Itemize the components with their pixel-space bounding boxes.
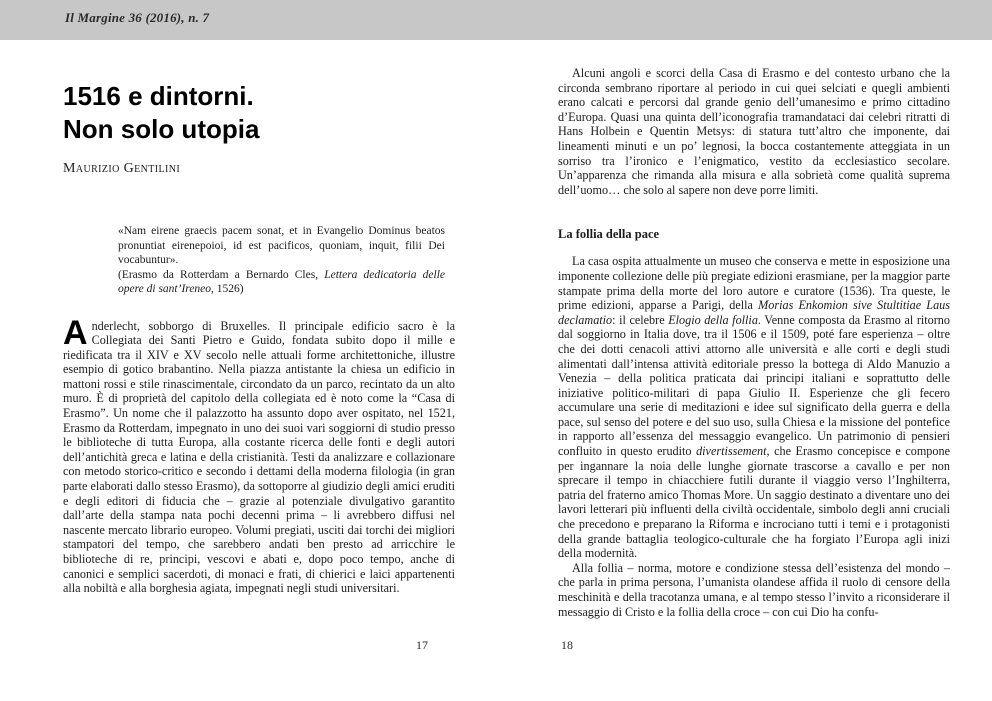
right-page [558,40,950,619]
paragraph-elogio-follia: La casa ospita attualmente un museo che conserva e mette in esposizione una imponente collezione delle più pregiate edizioni erasmiane, per la maggior parte stampate prima della morte del loro autore e curatore (1536). Tra queste, le prime edizioni, apparse a Parigi, della Morias Enkomion sive Stultitiae Laus declamatio: il celebre Elogio della follia. Venne composta da Erasmo al ritorno dal soggiorno in Italia dove, tra il 1506 e il 1509, poté fare esperienza – oltre che dei dotti cenacoli attivi attorno alle università e alle corti e degli studi alimentati dall’intensa attività editoriale presso la bottega di Aldo Manuzio a Venezia – della politica praticata dai principi italiani e soprattutto delle iniziative politico-militari di papa Giulio II. Esperienze che gli fecero accumulare una serie di meditazioni e idee sul significato della guerra e della pace, sul senso del potere e del suo uso, sulla Chiesa e la missione del pontefice in rapporto all’essenza del messaggio evangelico. Un patrimonio di pensieri confluito in questo erudito divertissement, che Erasmo concepisce e compone per ingannare la noia delle lunghe giornate trascorse a cavallo e per non sprecare il tempo in chiacchiere futili durante il viaggio verso l’Inghilterra, patria del fraterno amico Thomas More. Un saggio destinato a diventare uno dei lavori letterari più influenti della civiltà occidentale, simbolo degli anni cruciali che precedono e preparano la Riforma e incrociano tutti i temi e i protagonisti della grande battaglia teologico-culturale che ha forgiato l’Europa agli inizi della modernità. [558,254,951,561]
paragraph-casa-erasmo: Alcuni angoli e scorci della Casa di Erasmo e del contesto urbano che la circonda sembrano riportare al periodo in cui quei selciati e quegli ambienti erano calcati e percorsi dal grande genio dell’umanesimo e primo cittadino d’Europa. Quasi una quinta dell’iconografia tramandataci dai celebri ritratti di Hans Holbein e Quentin Metsys: di statura tutt’altro che imponente, dai lineamenti minuti e un po’ legnosi, la bocca costantemente atteggiata in un sorriso tra l’ironico e l’enigmatico, vestito da ecclesiastico secolare. Un’apparenza che rimanda alla misura e alla sobrietà come qualità suprema dell’uomo… che solo al sapere non deve porre limiti. [558,66,950,197]
header-band [0,0,992,40]
page-number-left: 17 [416,638,428,652]
page-number-right: 18 [561,638,573,652]
section-heading: La follia della pace [558,227,660,242]
article-title-line-2: Non solo utopia [63,114,260,144]
article-title-line-1: 1516 e dintorni. [63,81,254,111]
article-author: Maurizio Gentilini [63,161,181,176]
article-title [63,80,455,146]
epigraph [118,224,445,297]
left-page [63,40,455,596]
lead-paragraph-text: nderlecht, sobborgo di Bruxelles. Il principale edificio sacro è la Collegiata dei Santi Pietro e Guido, fondata subito dopo il mille e riedificata tra il XIV e XV secolo nelle attuali forme architettoniche, illustre esempio di gotico brabantino. Nella piazza antistante la chiesa un edificio in mattoni rossi e stile rinascimentale, circondato da un parco, recintato da un alto muro. È di proprietà del capitolo della collegiata ed è noto come la “Casa di Erasmo”. Un nome che il palazzotto ha assunto dopo aver ospitato, nel 1521, Erasmo da Rotterdam, impegnato in uno dei suoi vari soggiorni di studio presso le biblioteche di tutta Europa, alla costante ricerca delle fonti e degli autori dell’antichità greca e latina e della cristianità. Testi da analizzare e collazionare con metodo storico-critico e secondo i dettami della moderna filologia (in gran parte elaborati dallo stesso Erasmo), da sottoporre al giudizio degli amici eruditi e degli editori di fiducia che – grazie al potenziale divulgativo garantito dall’arte della stampa nata pochi decenni prima – li avrebbero diffusi nel nascente mercato librario europeo. Volumi pregiati, usciti dai torchi dei migliori stampatori del tempo, che sarebbero andati ben presto ad arricchire le biblioteche di re, principi, vescovi e abati e, dopo poco tempo, anche di canonici e semplici sacerdoti, di monaci e frati, di chierici e laici appartenenti alla nobiltà e alla borghesia agiata, impegnati negli studi universitari. [63,318,455,596]
drop-cap: A [63,313,88,352]
epigraph-quote: «Nam eirene graecis pacem sonat, et in Evangelio Dominus beatos pronuntiat eirenepoioi, id est pacificos, quoniam, inquit, filii Dei vocabuntur». [118,225,445,266]
epigraph-attribution: (Erasmo da Rotterdam a Bernardo Cles, Lettera dedicatoria delle opere di sant’Ireneo, 1526) [118,268,445,295]
journal-header: Il Margine 36 (2016), n. 7 [65,10,210,25]
paragraph-alla-follia: Alla follia – norma, motore e condizione stessa dell’esistenza del mondo – che parla in prima persona, l’umanista olandese affida il ruolo di censore della meschinità e della tracotanza umana, e al tempo stesso l’invito a riconsiderare il messaggio di Cristo e la follia della croce – con cui Dio ha confu- [558,560,950,619]
lead-paragraph [63,313,455,596]
